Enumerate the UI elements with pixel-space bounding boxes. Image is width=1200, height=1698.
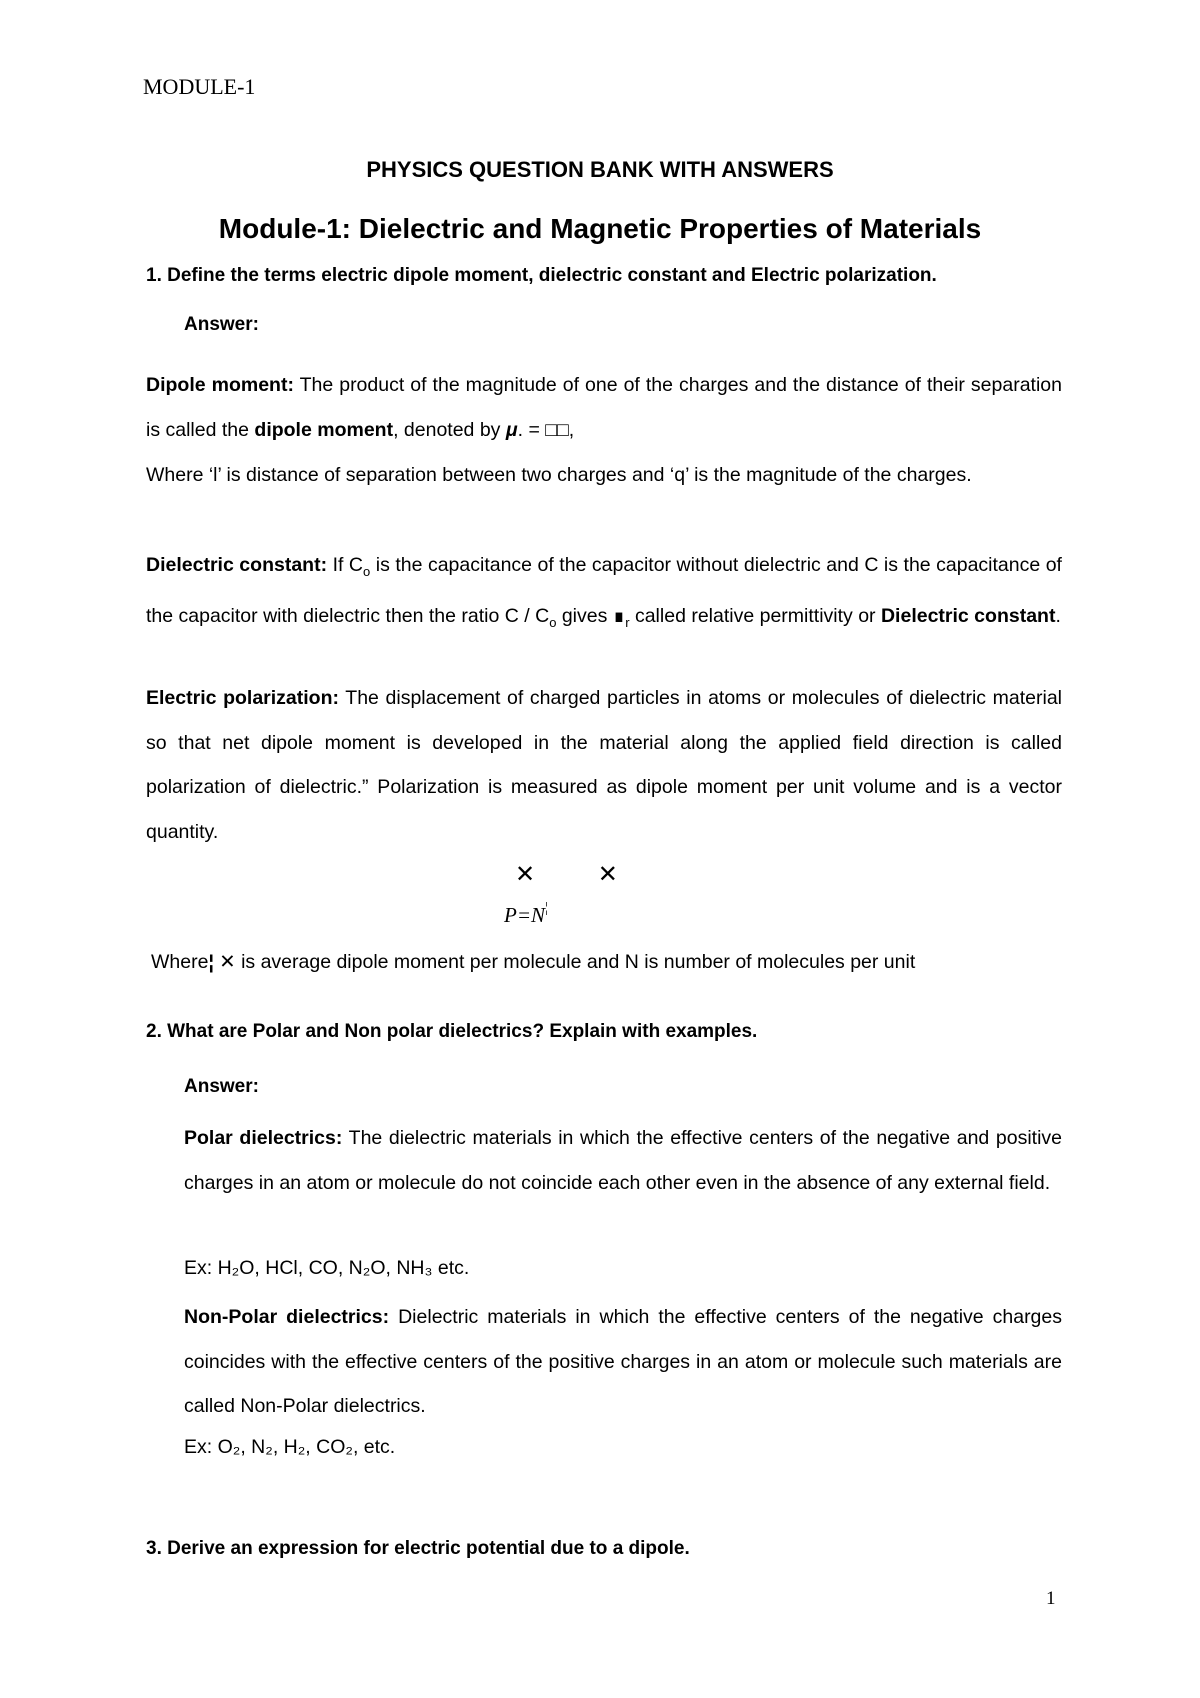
- electric-polarization-definition: Electric polarization: The displacement of charged particles in atoms or molecules of dielectric material so that net dipole moment is developed in the material along the applied field direction is called polarization of dielectric.” Polarization is measured as dipole moment per unit volume and is a vector quantity.: [146, 687, 1063, 843]
- running-header: MODULE-1: [143, 74, 256, 99]
- vector-marks: ✕ ✕: [515, 861, 646, 888]
- answer-label-2: Answer:: [184, 1076, 259, 1097]
- question-1: 1. Define the terms electric dipole moment, dielectric constant and Electric polarization.: [146, 265, 937, 286]
- electric-polarization-term: Electric polarization:: [146, 687, 340, 709]
- polar-dielectrics-term: Polar dielectrics:: [184, 1127, 343, 1149]
- mu-symbol: μ: [505, 418, 518, 441]
- polarization-formula: P=N¦: [504, 900, 549, 927]
- dipole-where: Where ‘l’ is distance of separation between two charges and ‘q’ is the magnitude of the charges.: [146, 464, 972, 486]
- dipole-moment-definition: Dipole moment: The product of the magnitude of one of the charges and the distance of their separation is called the dipole moment, denoted by μ. = □□,: [146, 374, 1062, 441]
- module-heading: Module-1: Dielectric and Magnetic Properties of Materials: [218, 213, 982, 244]
- dipole-moment-term: Dipole moment:: [146, 374, 294, 396]
- nonpolar-dielectrics-definition: Non-Polar dielectrics: Dielectric materials in which the effective centers of the negative charges coincides with the effective centers of the positive charges in an atom or molecule such materials are called Non-Polar dielectrics.: [184, 1306, 1063, 1417]
- document-title: PHYSICS QUESTION BANK WITH ANSWERS: [366, 157, 834, 182]
- nonpolar-examples: Ex: O₂, N₂, H₂, CO₂, etc.: [184, 1436, 396, 1458]
- polar-examples: Ex: H₂O, HCl, CO, N₂O, NH₃ etc.: [184, 1257, 470, 1279]
- polar-dielectrics-definition: Polar dielectrics: The dielectric materials in which the effective centers of the negative and positive charges in an atom or molecule do not coincide each other even in the absence of any external field.: [184, 1127, 1063, 1194]
- nonpolar-dielectrics-term: Non-Polar dielectrics:: [184, 1306, 390, 1328]
- dielectric-constant-term: Dielectric constant:: [146, 554, 328, 576]
- question-3: 3. Derive an expression for electric potential due to a dipole.: [146, 1538, 690, 1559]
- answer-label-1: Answer:: [184, 314, 259, 335]
- question-2: 2. What are Polar and Non polar dielectrics? Explain with examples.: [146, 1021, 758, 1042]
- page-number: 1: [1046, 1588, 1056, 1609]
- dielectric-constant-definition: Dielectric constant: If $C_o$ is the capacitance of the capacitor without dielectric and C is the capacitance of the capacitor with dielectric then the ratio C / $C_o$ gives $∎_r$ called relative permittivity or Dielectric constant.: [146, 554, 1062, 631]
- epsilon-symbol: ∎: [612, 605, 626, 628]
- dipole-formula: . = □□,: [517, 418, 575, 441]
- polarization-where: Where¦ ✕ is average dipole moment per molecule and N is number of molecules per unit: [151, 951, 916, 973]
